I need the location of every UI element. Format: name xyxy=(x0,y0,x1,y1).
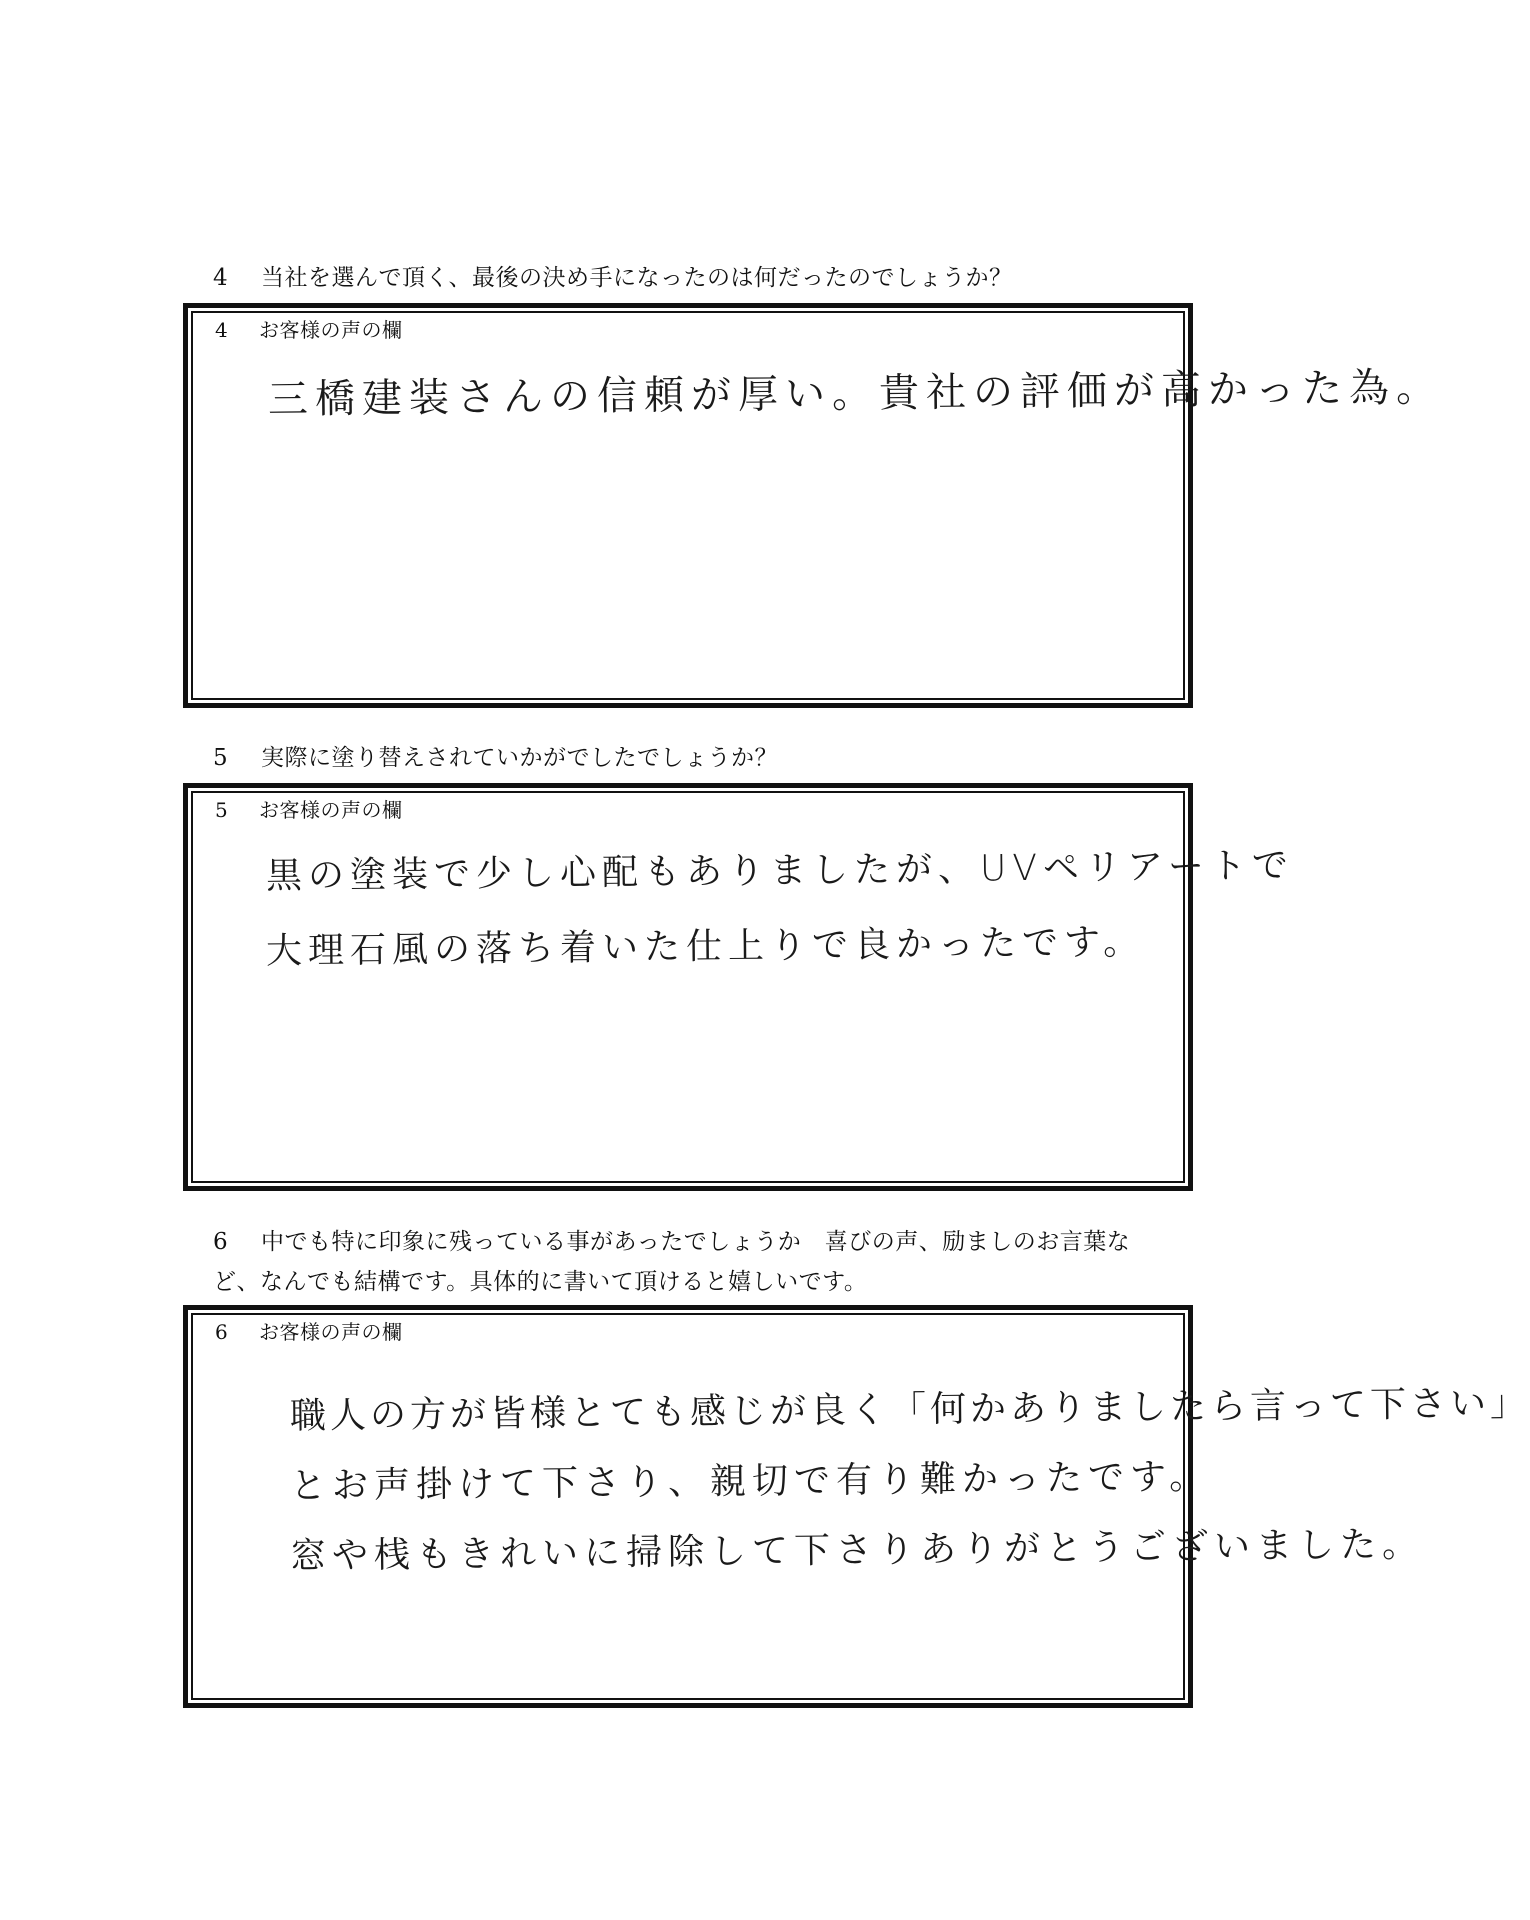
answer-box-5 xyxy=(183,783,1295,1191)
box-label-text: お客様の声の欄 xyxy=(259,798,403,822)
question-text: ど、なんでも結構です。具体的に書いて頂けると嬉しいです。 xyxy=(213,1269,868,1295)
question-5 xyxy=(213,738,1193,778)
handwritten-answer-line: 窓や桟もきれいに掃除して下さりありがとうございました。 xyxy=(289,1524,1425,1577)
question-number: 4 xyxy=(213,265,229,291)
box-label xyxy=(215,1316,403,1345)
handwritten-answer-line: 三橋建装さんの信頼が厚い。貴社の評価が高かった為。 xyxy=(267,364,1444,423)
question-text: 中でも特に印象に残っている事があったでしょうか 喜びの声、励ましのお言葉な xyxy=(261,1229,1131,1255)
answer-box-4 xyxy=(183,303,1444,708)
handwritten-answer-line: 職人の方が皆様とても感じが良く「何かありましたら言って下さい」 xyxy=(289,1383,1530,1437)
box-label-text: お客様の声の欄 xyxy=(259,318,403,342)
box-number: 5 xyxy=(215,798,229,822)
box-label xyxy=(215,314,403,343)
box-label xyxy=(215,794,403,823)
question-4 xyxy=(213,258,1193,298)
question-text: 実際に塗り替えされていかがでしたでしょうか？ xyxy=(261,745,778,771)
answer-box-6 xyxy=(183,1305,1530,1708)
question-number: 5 xyxy=(213,745,229,771)
box-number: 4 xyxy=(215,318,229,342)
box-number: 6 xyxy=(215,1320,229,1344)
handwritten-answer-line: 大理石風の落ち着いた仕上りで良かったです。 xyxy=(265,921,1146,972)
handwritten-answer-line: とお声掛けて下さり、親切で有り難かったです。 xyxy=(289,1456,1212,1507)
question-6-continued xyxy=(213,1262,1193,1302)
question-6 xyxy=(213,1222,1193,1262)
question-number: 6 xyxy=(213,1229,229,1255)
box-label-text: お客様の声の欄 xyxy=(259,1320,403,1344)
question-text: 当社を選んで頂く、最後の決め手になったのは何だったのでしょうか？ xyxy=(261,265,1013,291)
handwritten-answer-line: 黒の塗装で少し心配もありましたが、UVペリアートで xyxy=(265,845,1295,897)
